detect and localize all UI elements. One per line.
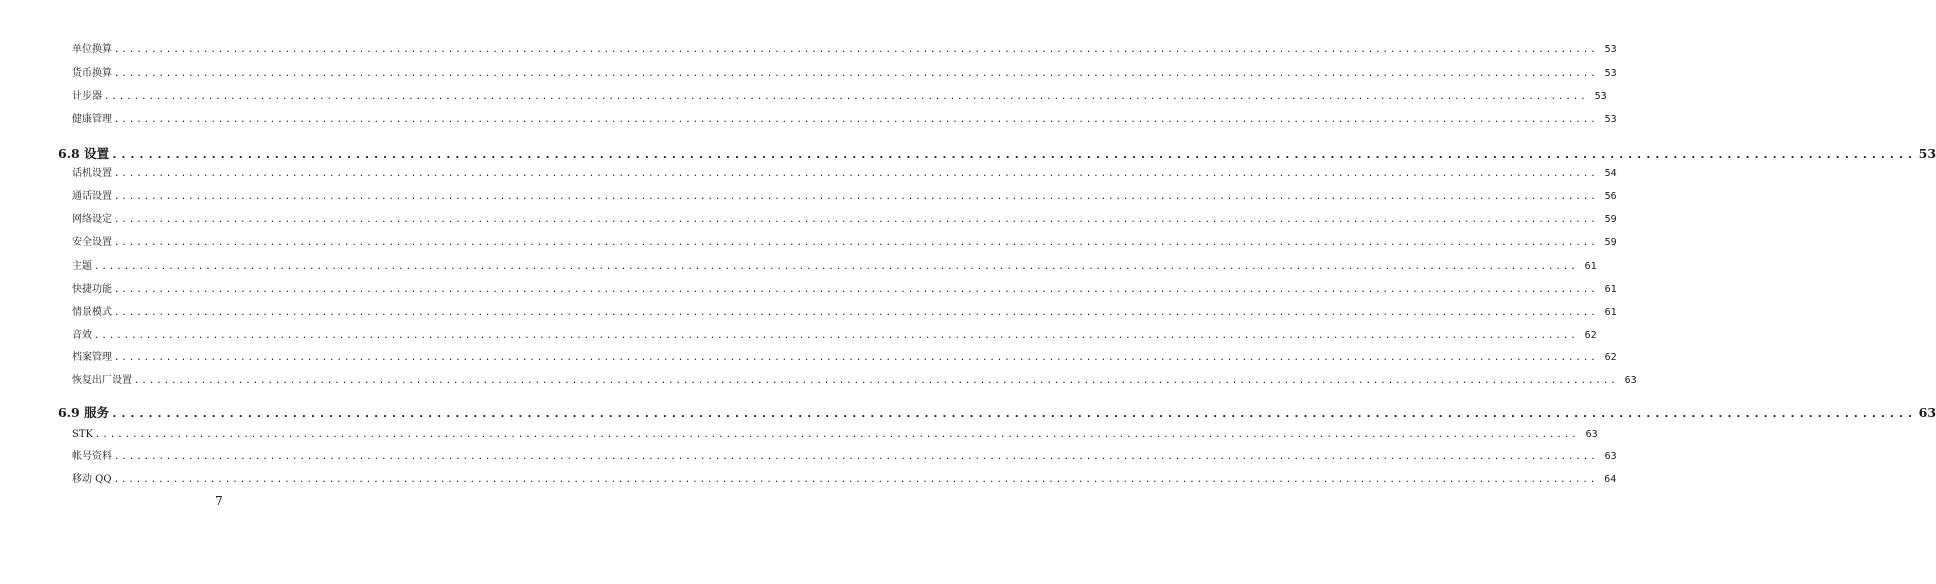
toc-title: 安全设置 <box>72 237 112 248</box>
toc-dot-leader: ........................................................................................................................................................................................................ <box>114 285 1598 295</box>
toc-page-number: 64 <box>1604 474 1617 485</box>
toc-page-number: 61 <box>1604 284 1617 295</box>
toc-page-number: 62 <box>1584 330 1597 341</box>
toc-dot-leader: ........................................................................................................................................................................................................ <box>114 69 1598 79</box>
toc-page-number: 53 <box>1604 114 1617 125</box>
toc-title: 快捷功能 <box>72 284 112 295</box>
toc-dot-leader: ........................................................................................................................................................................................................ <box>94 262 1578 272</box>
toc-title: 网络设定 <box>72 214 112 225</box>
toc-entry <box>72 328 1597 344</box>
toc-dot-leader: ........................................................................................................................................................................................................ <box>111 148 1916 161</box>
toc-title: STK <box>72 429 93 440</box>
toc-entry <box>72 449 1617 465</box>
toc-entry <box>72 472 1617 488</box>
toc-dot-leader: ........................................................................................................................................................................................................ <box>113 475 1598 485</box>
toc-page-number: 56 <box>1604 191 1617 202</box>
toc-title: 通话设置 <box>72 191 112 202</box>
toc-section-heading <box>58 403 1936 423</box>
toc-page-number: 63 <box>1585 429 1598 440</box>
toc-entry <box>72 189 1617 205</box>
toc-title: 单位换算 <box>72 44 112 55</box>
toc-page-number: 59 <box>1604 214 1617 225</box>
toc-page-number: 54 <box>1604 168 1617 179</box>
toc-dot-leader: ........................................................................................................................................................................................................ <box>114 452 1598 462</box>
toc-entry <box>72 282 1617 298</box>
toc-page-number: 61 <box>1604 307 1617 318</box>
toc-dot-leader: ........................................................................................................................................................................................................ <box>114 308 1598 318</box>
toc-title: 计步器 <box>72 91 102 102</box>
toc-page-number: 53 <box>1594 91 1607 102</box>
toc-title: 主题 <box>72 261 92 272</box>
toc-entry <box>72 259 1597 275</box>
toc-dot-leader: ........................................................................................................................................................................................................ <box>114 45 1598 55</box>
toc-page-number: 61 <box>1584 261 1597 272</box>
toc-entry <box>72 66 1617 82</box>
toc-page-number: 53 <box>1918 146 1936 161</box>
toc-dot-leader: ........................................................................................................................................................................................................ <box>114 169 1598 179</box>
toc-title: 音效 <box>72 330 92 341</box>
toc-page-number: 59 <box>1604 237 1617 248</box>
toc-title: 移动 QQ <box>72 474 112 485</box>
toc-title: 恢复出厂设置 <box>72 375 132 386</box>
toc-title: 6.9 服务 <box>58 405 110 420</box>
toc-entry <box>72 112 1617 128</box>
toc-dot-leader: ........................................................................................................................................................................................................ <box>114 238 1598 248</box>
toc-entry <box>72 166 1617 182</box>
toc-page-number: 62 <box>1604 352 1617 363</box>
toc-title: 情景模式 <box>72 307 112 318</box>
toc-page-number: 63 <box>1624 375 1637 386</box>
toc-title: 话机设置 <box>72 168 112 179</box>
toc-dot-leader: ........................................................................................................................................................................................................ <box>111 407 1916 420</box>
toc-entry <box>72 42 1617 58</box>
toc-title: 健康管理 <box>72 114 112 125</box>
toc-page-number: 53 <box>1604 68 1617 79</box>
toc-title: 货币换算 <box>72 68 112 79</box>
toc-entry <box>72 305 1617 321</box>
toc-entry <box>72 350 1617 366</box>
toc-dot-leader: ........................................................................................................................................................................................................ <box>95 430 1579 440</box>
toc-page-number: 63 <box>1604 451 1617 462</box>
toc-entry <box>72 373 1637 389</box>
toc-dot-leader: ........................................................................................................................................................................................................ <box>104 92 1588 102</box>
toc-entry <box>72 89 1607 105</box>
toc-dot-leader: ........................................................................................................................................................................................................ <box>114 353 1598 363</box>
toc-entry <box>72 235 1617 251</box>
toc-page-number: 53 <box>1604 44 1617 55</box>
toc-entry <box>72 427 1598 443</box>
toc-dot-leader: ........................................................................................................................................................................................................ <box>114 192 1598 202</box>
toc-dot-leader: ........................................................................................................................................................................................................ <box>94 331 1578 341</box>
toc-title: 帐号资料 <box>72 451 112 462</box>
toc-entry <box>72 212 1617 228</box>
toc-title: 6.8 设置 <box>58 146 110 161</box>
toc-dot-leader: ........................................................................................................................................................................................................ <box>114 115 1598 125</box>
toc-section-heading <box>58 144 1936 164</box>
toc-dot-leader: ........................................................................................................................................................................................................ <box>134 376 1618 386</box>
toc-page-number: 63 <box>1918 405 1936 420</box>
page-number: 7 <box>215 494 223 508</box>
toc-dot-leader: ........................................................................................................................................................................................................ <box>114 215 1598 225</box>
toc-title: 档案管理 <box>72 352 112 363</box>
